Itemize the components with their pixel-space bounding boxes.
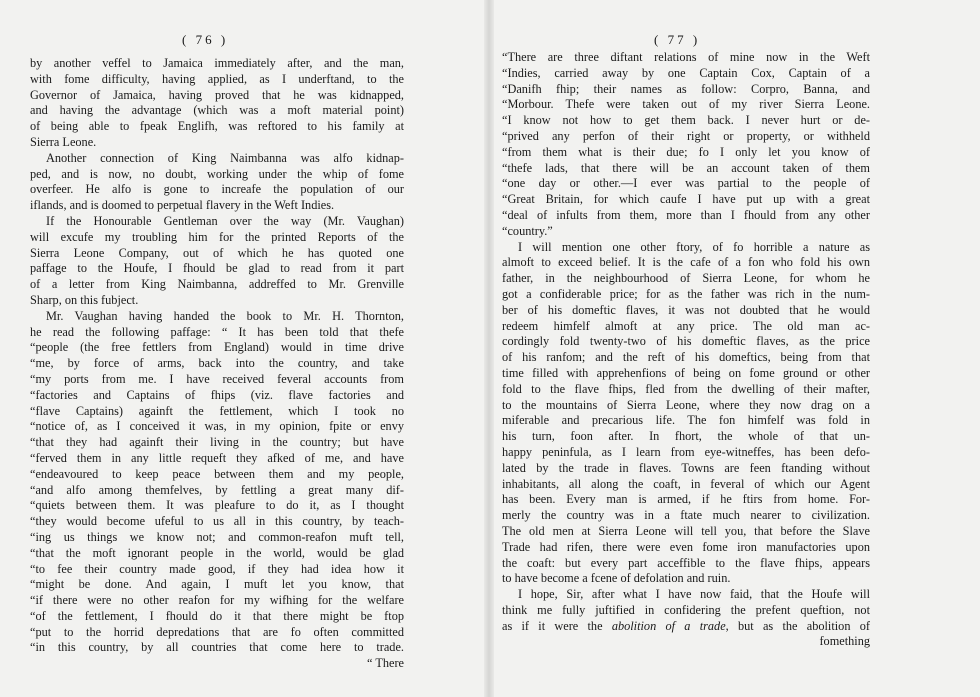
text-line: Another connection of King Naimbanna was alfo kidnap- <box>46 150 404 165</box>
text-line: of his ranfom; and the reft of his domeftics, being from that <box>502 350 870 365</box>
text-line: “ Great Britain, for which caufe I have put up with a great <box>502 192 870 208</box>
text-line: redeem himfelf almoft at any price. The old man ac- <box>502 318 870 333</box>
text-line: Trade had rifen, there were even fome iron manufactories upon <box>502 539 870 554</box>
text-line: “ Morbour. Thefe were taken out of my river Sierra Leone. <box>502 97 870 113</box>
text-line: the coaft: but every part acceffible to the flave fhips, appears <box>502 555 870 570</box>
text-line: almoft to exceed belief. It is the cafe of a fon who fold his own <box>502 255 870 270</box>
text-line: think me fully juftified in confidering the prefent queftion, not <box>502 602 870 617</box>
text-line: ped, and is now, no doubt, working under the whip of fome <box>30 166 404 181</box>
text-line: Mr. Vaughan having handed the book to Mr. H. Thornton, <box>46 308 404 323</box>
text-line: miferable and precarious life. The fon himfelf was fold in <box>502 413 870 428</box>
text-line: lated by the trade in flaves. Towns are feen ftanding without <box>502 460 870 475</box>
text-line: “ and alfo among themfelves, by fettling a great many dif- <box>30 483 404 499</box>
text-line: I hope, Sir, after what I have now faid, that the Houfe will <box>518 587 870 602</box>
text-line: “ thefe lads, that there will be an account taken of them <box>502 161 870 177</box>
text-line: to have become a fcene of defolation and ruin. <box>502 571 731 586</box>
text-line: and having the advantage (which was a moft material point) <box>30 103 404 118</box>
text-line: of a letter from King Naimbanna, addreffed to Mr. Grenville <box>30 277 404 292</box>
text-line: “ put to the horrid depredations that are fo often committed <box>30 625 404 641</box>
text-line: “ people (the free fettlers from England) would in time drive <box>30 340 404 356</box>
text-line: “ quiets between them. It was pleafure to do it, as I thought <box>30 498 404 514</box>
catchword: “ There <box>367 656 404 671</box>
text-line: “ deal of infults from them, more than I fhould from any other <box>502 208 870 224</box>
text-line: “ factories and Captains of fhips (viz. flave factories and <box>30 388 404 404</box>
text-line: “ notice of, as I conceived it was, in my opinion, fpite or envy <box>30 419 404 435</box>
text-line: inhabitants, all along the coaft, in feveral of which our Agent <box>502 476 870 491</box>
text-line: “ my ports from me. I have received feveral accounts from <box>30 372 404 388</box>
text-line: got a confiderable price; for as the father was rich in the num- <box>502 286 870 301</box>
page-gutter <box>484 0 494 697</box>
text-line: “ endeavoured to keep peace between them and my people, <box>30 467 404 483</box>
text-line: happy peninfula, as I learn from eye-witneffes, has been defo- <box>502 444 870 459</box>
text-line <box>502 619 870 635</box>
text-line: of being able to fpeak Englifh, was reftored to his family at <box>30 119 404 134</box>
text-line: Governor of Jamaica, having proved that he was kidnapped, <box>30 87 404 102</box>
text-line: “ There are three diftant relations of mine now in the Weft <box>502 50 870 66</box>
text-line: paffage to the Houfe, I fhould be glad to read from it part <box>30 261 404 276</box>
text-line: overfeer. He alfo is gone to increafe the population of our <box>30 182 404 197</box>
text-line: “ that the moft ignorant people in the world, would be glad <box>30 546 404 562</box>
text-line: his turn, foon after. In fhort, the whole of that un- <box>502 429 870 444</box>
text-line: Sierra Leone Company, out of which he has quoted one <box>30 245 404 260</box>
text-line: “ in this country, by all countries that come here to trade. <box>30 640 404 656</box>
text-line: ber of his domeftic flaves, it was not doubted that he would <box>502 302 870 317</box>
text-line: Sharp, on this fubject. <box>30 292 139 307</box>
text-line: “ flave Captains) againft the fettlement, which I took no <box>30 404 404 420</box>
text-line: he read the following paffage: “ It has been told that thefe <box>30 324 404 339</box>
text-line: “ Danifh fhip; their names as follow: Corpro, Banna, and <box>502 82 870 98</box>
text-line: “ to fee their country made good, if they had idea how it <box>30 562 404 578</box>
text-line: Sierra Leone. <box>30 134 97 149</box>
text-line: I will mention one other ftory, of fo horrible a nature as <box>518 239 870 254</box>
text-line: to the mountains of Sierra Leone, where they now drag on a <box>502 397 870 412</box>
text-line: has been. Every man is armed, if he ftirs from home. For- <box>502 492 870 507</box>
text-line: “ from them what is their due; fo I only let you know of <box>502 145 870 161</box>
text-line: by another veffel to Jamaica immediately after, and the man, <box>30 56 404 70</box>
text-line: “ they would become ufeful to us all in this country, by teach- <box>30 514 404 530</box>
text-line: will excufe my troubling him for the printed Reports of the <box>30 229 404 244</box>
text-line: “ country.” <box>502 224 870 240</box>
text-line: “ that they had againft their living in the country; but have <box>30 435 404 451</box>
left-page-number: ( 76 ) <box>182 32 229 47</box>
text-line: iflands, and is doomed to perpetual flavery in the Weft Indies. <box>30 198 335 213</box>
text-line: “ if there were no other reafon for my wifhing for the welfare <box>30 593 404 609</box>
text-line: fold to the flave fhips, fled from the dwelling of their mafter, <box>502 381 870 396</box>
text-line: merly the country was in a ftate much nearer to civilization. <box>502 508 870 523</box>
text-line: “ Indies, carried away by one Captain Cox, Captain of a <box>502 66 870 82</box>
right-page-text <box>502 50 870 650</box>
text-line: “ one day or other.—I ever was partial to the people of <box>502 176 870 192</box>
text-line: with fome difficulty, having applied, as I underftand, to the <box>30 71 404 86</box>
text-line: “ I know not how to get them back. I never hurt or de- <box>502 113 870 129</box>
text-line: cordingly fold twenty-two of his domeftic flaves, as the price <box>502 334 870 349</box>
right-page-number: ( 77 ) <box>654 32 701 47</box>
text-line: time filled with apprehenfions of being on fome ground or other <box>502 365 870 380</box>
text-line: “ might be done. And again, I muft let you know, that <box>30 577 404 593</box>
italic-phrase: abolition of a trade <box>611 618 726 633</box>
text-line: “ ferved them in any little requeft they afked of me, and have <box>30 451 404 467</box>
text-line: “ ing us things we know not; and common-reafon muft tell, <box>30 530 404 546</box>
left-page-text <box>30 56 404 672</box>
text-line: If the Honourable Gentleman over the way (Mr. Vaughan) <box>46 213 404 228</box>
text-line: “ of the fettlement, I fhould do it that there might be ftop <box>30 609 404 625</box>
text-line: The old men at Sierra Leone will tell you, that before the Slave <box>502 523 870 538</box>
text-line: father, in the neighbourhood of Sierra Leone, for whom he <box>502 271 870 286</box>
text-line: “ me, by force of arms, back into the country, and take <box>30 356 404 372</box>
catchword: fomething <box>819 634 870 649</box>
text-fragment: as if it were the <box>502 618 603 633</box>
text-fragment: , but as the abolition of <box>725 618 870 633</box>
text-line: “ prived any perfon of their right or property, or withheld <box>502 129 870 145</box>
